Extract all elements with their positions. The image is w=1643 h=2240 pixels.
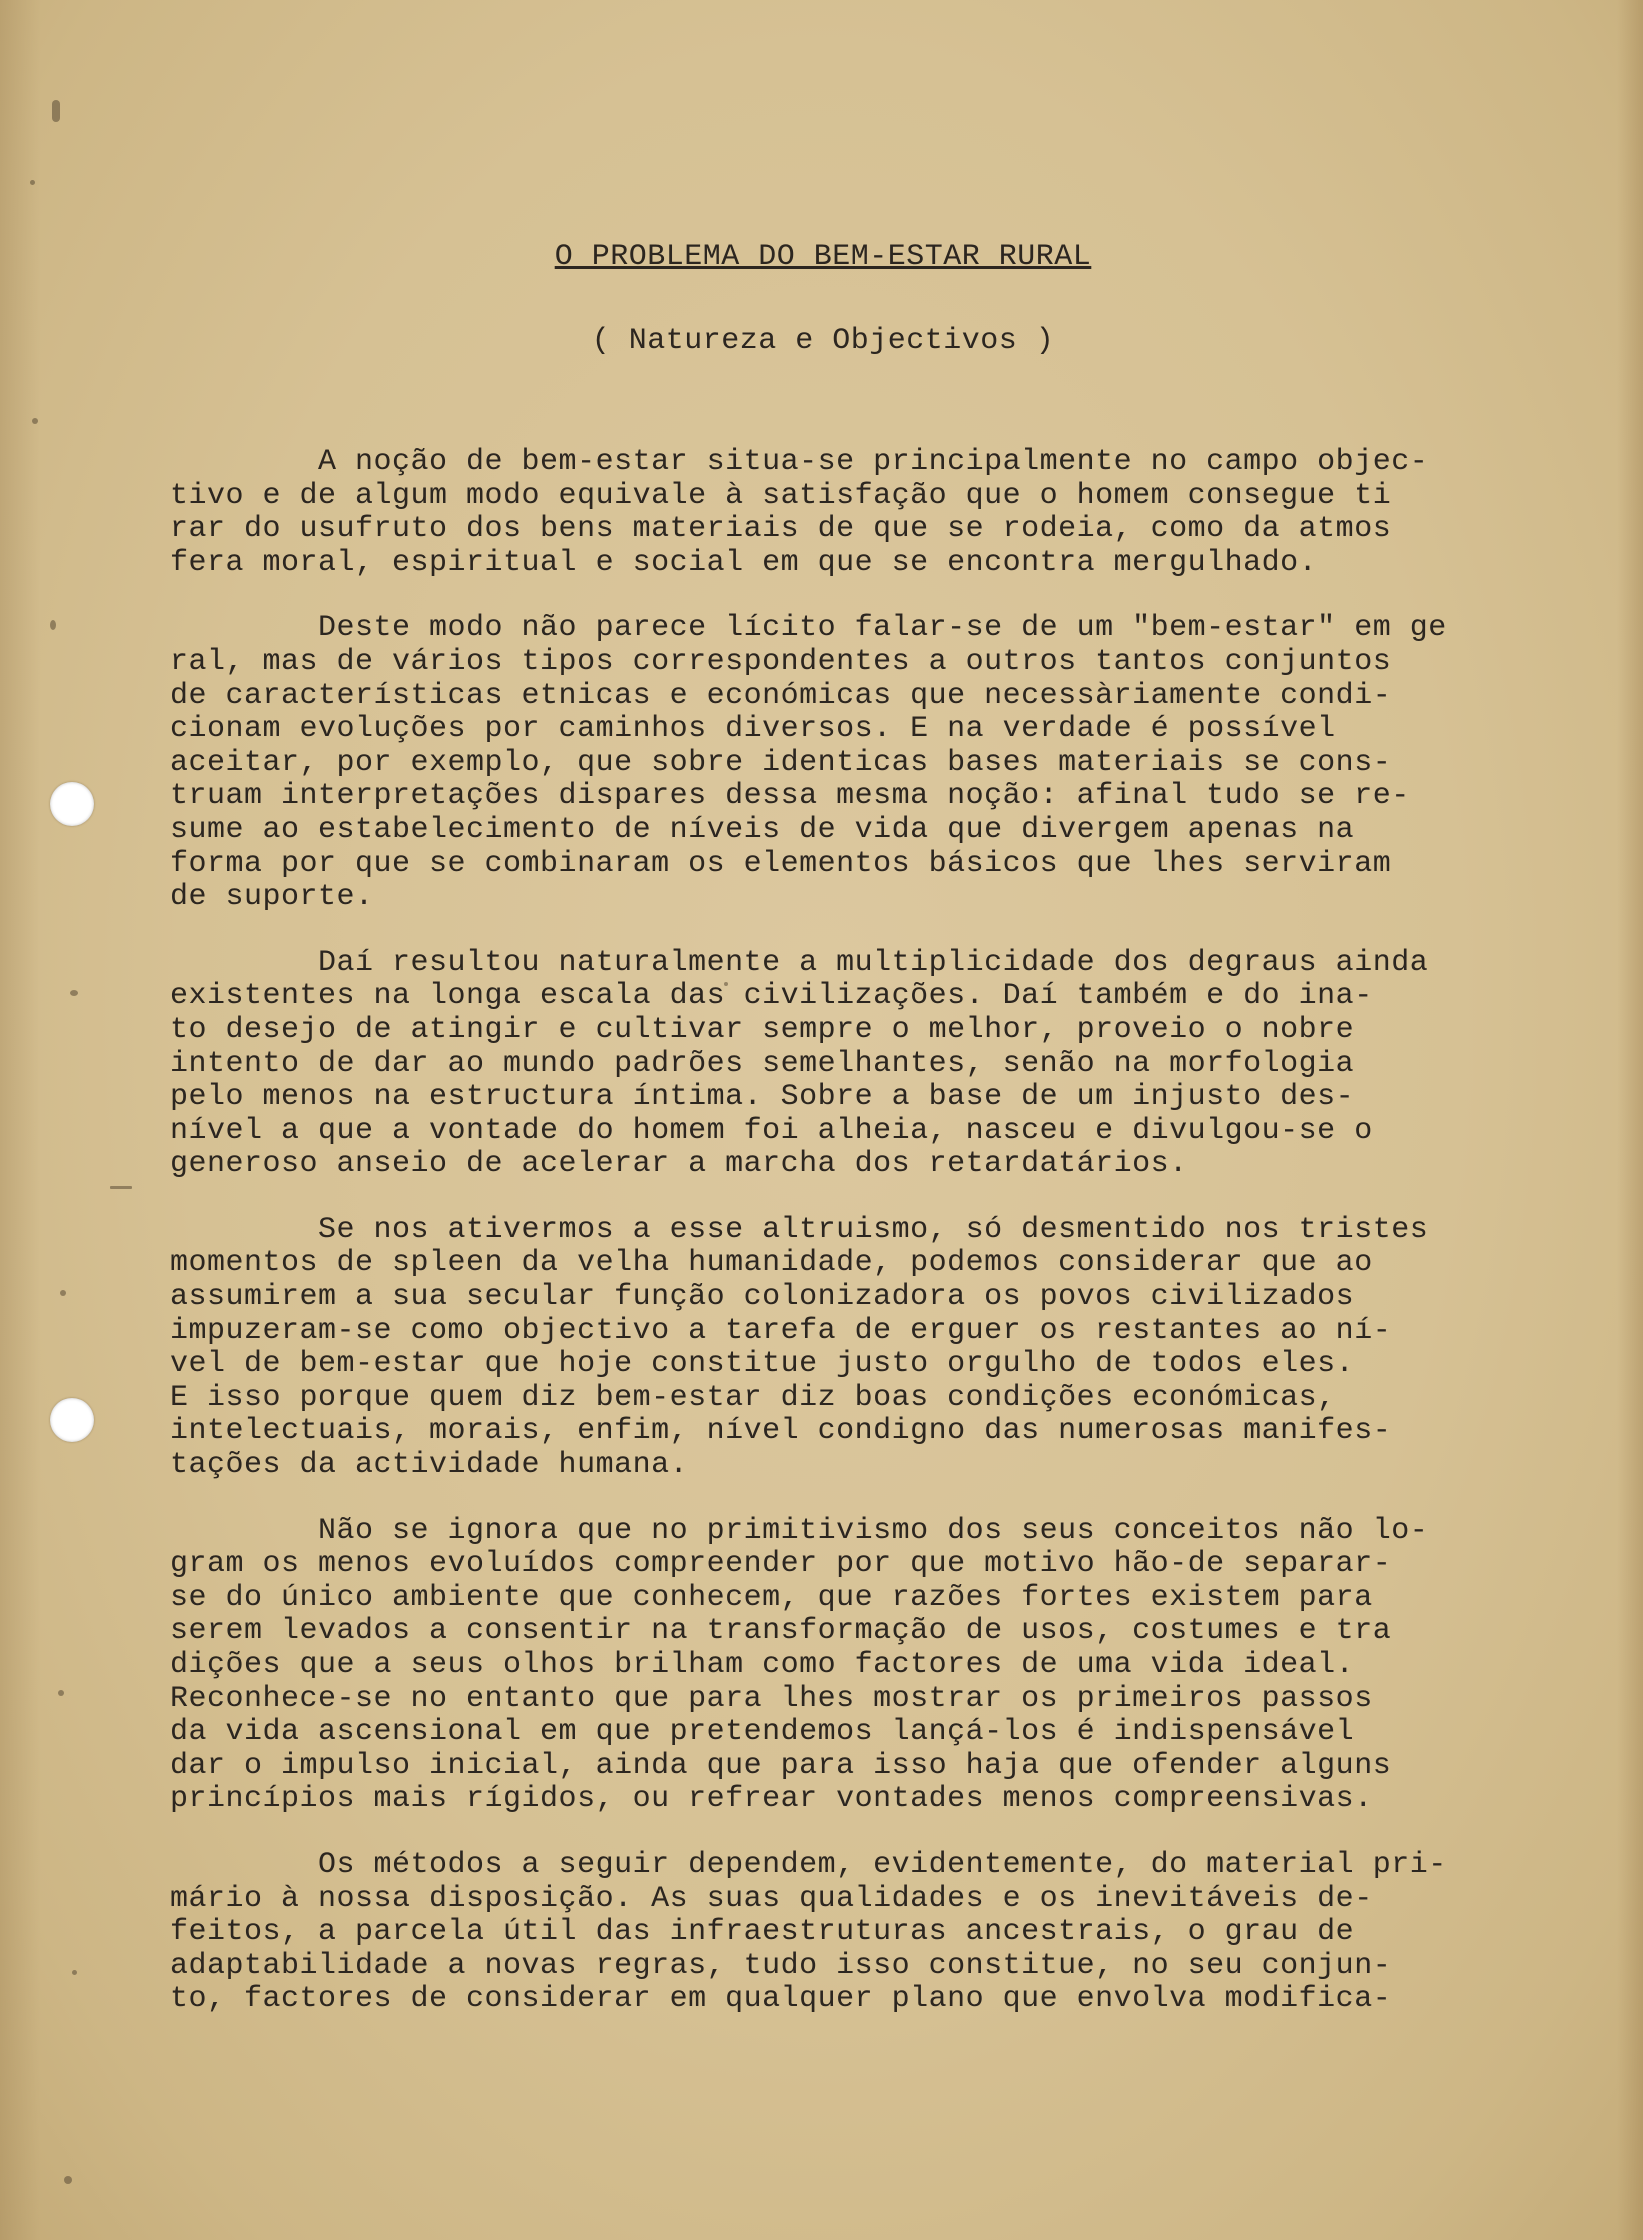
paper-speck [60, 1290, 66, 1296]
paper-speck [30, 180, 35, 185]
document-body [170, 446, 1500, 2017]
document-title: O PROBLEMA DO BEM-ESTAR RURAL [554, 240, 1092, 274]
document-subtitle: ( Natureza e Objectivos ) [591, 324, 1055, 358]
paper-edge-shadow-right [1617, 0, 1643, 2240]
paragraph: Se nos ativermos a esse altruismo, só desmentido nos tristes momentos de spleen da velha humanidade, podemos considerar que ao assumirem a sua secular função colonizadora os povos civilizados impuzeram-se como objectivo a tarefa de erguer os restantes ao ní- vel de bem-estar que hoje constitue justo orgulho de todos eles. E isso porque quem diz bem-estar diz boas condições económicas, intelectuais, morais, enfim, nível condigno das numerosas manifes- tações da actividade humana. [170, 1212, 1429, 1483]
punch-hole [50, 782, 94, 826]
paper-edge-shadow-left [0, 0, 40, 2240]
paragraph: Deste modo não parece lícito falar-se de um "bem-estar" em ge ral, mas de vários tipos correspondentes a outros tantos conjuntos de características etnicas e económicas que necessàriamente condi- cionam evoluções por caminhos diversos. E na verdade é possível aceitar, por exemplo, que sobre identicas bases materiais se cons- truam interpretações dispares dessa mesma noção: afinal tudo se re- sume ao estabelecimento de níveis de vida que divergem apenas na forma por que se combinaram os elementos básicos que lhes serviram de suporte. [170, 611, 1447, 915]
paper-speck [70, 990, 78, 996]
paper-speck [58, 1690, 64, 1696]
punch-hole [50, 1398, 94, 1442]
typed-document [170, 240, 1500, 2049]
paper-speck [110, 1186, 132, 1189]
paragraph: A noção de bem-estar situa-se principalmente no campo objec- tivo e de algum modo equivale à satisfação que o homem consegue ti rar do usufruto dos bens materiais de que se rodeia, como da atmos fera moral, espiritual e social em que se encontra mergulhado. [170, 445, 1429, 580]
paragraph: Os métodos a seguir dependem, evidentemente, do material pri- mário à nossa disposição. As suas qualidades e os inevitáveis de- feitos, a parcela útil das infraestruturas ancestrais, o grau de adaptabilidade a novas regras, tudo isso constitue, no seu conjun- to, factores de considerar em qualquer plano que envolva modifica- [170, 1847, 1447, 2017]
paragraph: Não se ignora que no primitivismo dos seus conceitos não lo- gram os menos evoluídos compreender por que motivo hão-de separar- se do único ambiente que conhecem, que razões fortes existem para serem levados a consentir na transformação de usos, costumes e tra dições que a seus olhos brilham como factores de uma vida ideal. Reconhece-se no entanto que para lhes mostrar os primeiros passos da vida ascensional em que pretendemos lançá-los é indispensável dar o impulso inicial, ainda que para isso haja que ofender alguns princípios mais rígidos, ou refrear vontades menos compreensivas. [170, 1513, 1429, 1817]
paper-speck [72, 1970, 77, 1975]
paper-speck [52, 100, 60, 122]
paper-speck [50, 620, 56, 630]
paper-speck [32, 418, 38, 424]
paragraph: Daí resultou naturalmente a multiplicidade dos degraus ainda existentes na longa escala das civilizações. Daí também e do ina- to desejo de atingir e cultivar sempre o melhor, proveio o nobre intento de dar ao mundo padrões semelhantes, senão na morfologia pelo menos na estructura íntima. Sobre a base de um injusto des- nível a que a vontade do homem foi alheia, nasceu e divulgou-se o generoso anseio de acelerar a marcha dos retardatários. [170, 945, 1429, 1182]
paper-speck [64, 2176, 72, 2184]
